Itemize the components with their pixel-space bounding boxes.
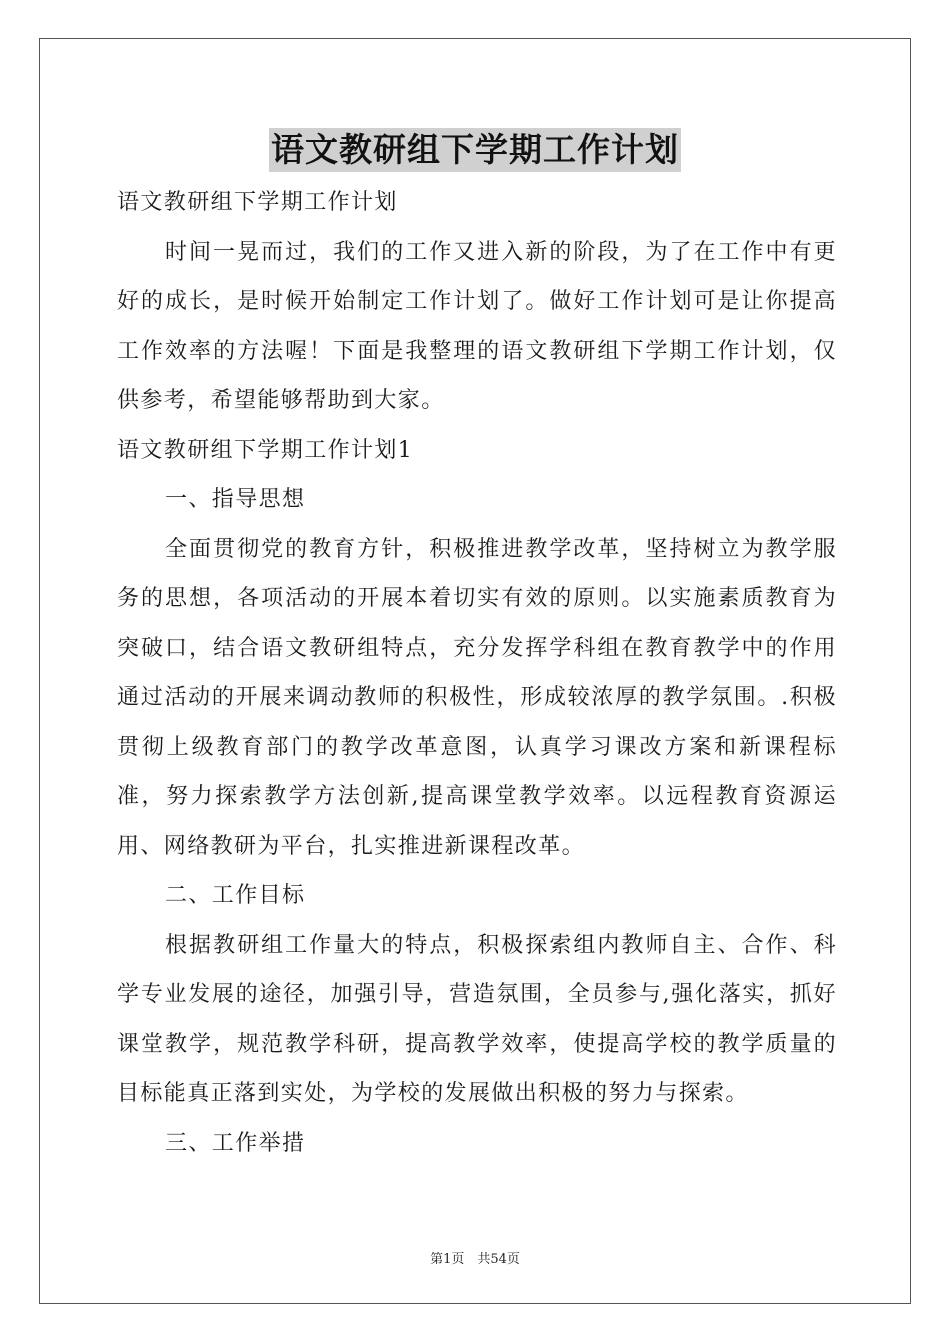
heading-work-goals: 二、工作目标 [165, 883, 306, 908]
document-subtitle: 语文教研组下学期工作计划 [117, 190, 398, 215]
document-body [117, 178, 837, 1168]
section-title: 语文教研组下学期工作计划1 [117, 437, 414, 463]
page-footer [0, 1248, 950, 1267]
intro-paragraph: 时间一晃而过，我们的工作又进入新的阶段，为了在工作中有更好的成长，是时候开始制定工作计划了。做好工作计划可是让你提高工作效率的方法喔！下面是我整理的语文教研组下学期工作计划，仅供参考，希望能够帮助到大家。 [117, 239, 837, 413]
paragraph-guiding-thought: 全面贯彻党的教育方针，积极推进教学改革，坚持树立为教学服务的思想，各项活动的开展本着切实有效的原则。以实施素质教育为突破口，结合语文教研组特点，充分发挥学科组在教育教学中的作用通过活动的开展来调动教师的积极性，形成较浓厚的教学氛围。.积极贯彻上级教育部门的教学改革意图，认真学习课改方案和新课程标准，努力探索教学方法创新,提高课堂教学效率。以远程教育资源运用、网络教研为平台，扎实推进新课程改革。 [117, 536, 837, 859]
document-title: 语文教研组下学期工作计划 [269, 128, 681, 172]
heading-guiding-thought: 一、指导思想 [165, 487, 306, 512]
heading-work-measures: 三、工作举措 [165, 1130, 306, 1156]
title-container [0, 128, 950, 172]
paragraph-work-goals: 根据教研组工作量大的特点，积极探索组内教师自主、合作、科学专业发展的途径，加强引导，营造氛围，全员参与,强化落实，抓好课堂教学，规范教学科研，提高教学效率，使提高学校的教学质量的目标能真正落到实处，为学校的发展做出积极的努力与探索。 [117, 932, 837, 1106]
page-number: 第1页 共54页 [430, 1252, 520, 1267]
